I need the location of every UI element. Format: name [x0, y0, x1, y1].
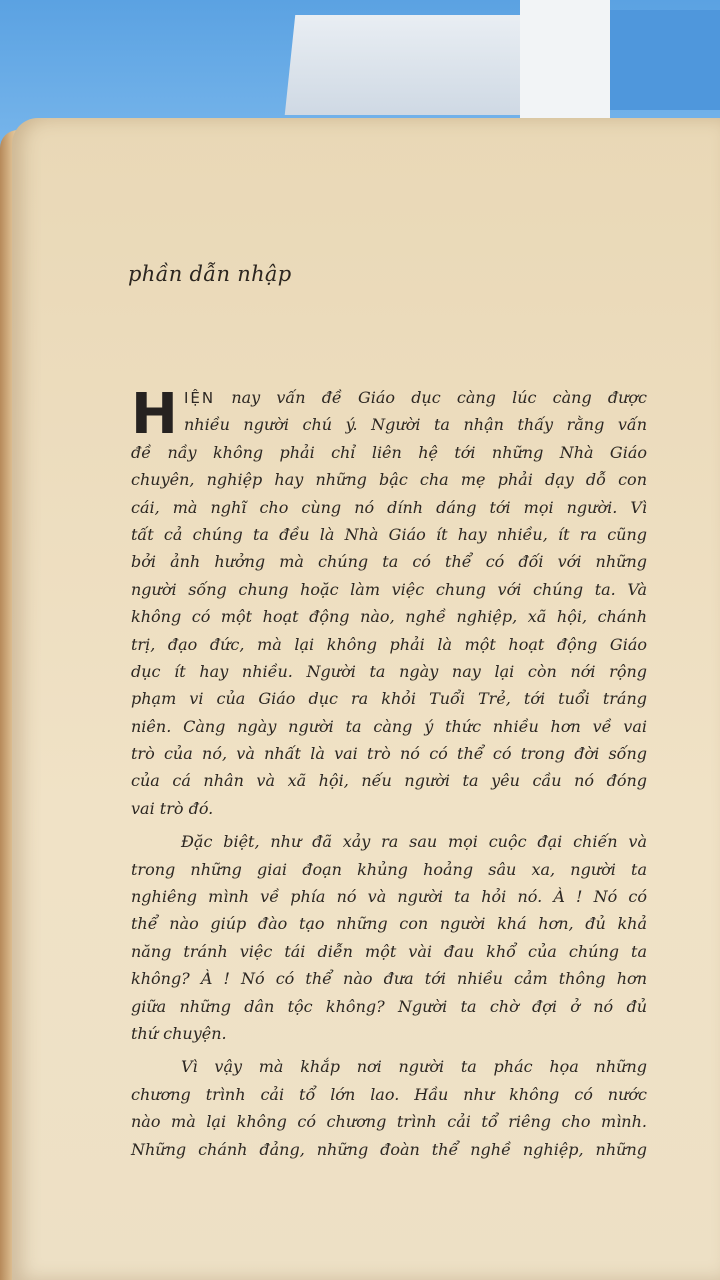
text-line: nào mà lại không có chương trình cải tổ riêng cho mình.	[131, 1112, 647, 1132]
text-line: niên. Càng ngày người ta càng ý thức nhiều hơn về vai	[131, 716, 647, 736]
text-line: trong những giai đoạn khủng hoảng sâu xa, người ta	[131, 859, 647, 879]
text-line: Vì vậy mà khắp nơi người ta phác họa những	[181, 1057, 647, 1077]
text-line: Đặc biệt, như đã xảy ra sau mọi cuộc đại chiến và	[181, 832, 647, 852]
text-line: tất cả chúng ta đều là Nhà Giáo ít hay nhiều, ít ra cũng	[131, 524, 647, 544]
body-text	[131, 384, 647, 1163]
text-line: chuyên, nghiệp hay những bậc cha mẹ phải dạy dỗ con	[131, 470, 647, 490]
text-line: trò của nó, và nhất là vai trò nó có thể có trong đời sống	[131, 744, 647, 764]
text-line: không có một hoạt động nào, nghề nghiệp, xã hội, chánh	[131, 607, 647, 627]
text-line: thứ chuyện.	[131, 1023, 227, 1043]
text-line: thể nào giúp đào tạo những con người khá hơn, đủ khả	[131, 914, 647, 934]
text-line	[131, 384, 647, 411]
text-line: người sống chung hoặc làm việc chung với chúng ta. Và	[131, 579, 647, 599]
text-line: Những chánh đảng, những đoàn thể nghề nghiệp, những	[131, 1139, 647, 1159]
text-line: giữa những dân tộc không? Người ta chờ đợi ở nó đủ	[131, 996, 647, 1016]
text-line: nghiêng mình về phía nó và người ta hỏi nó. À ! Nó có	[131, 887, 647, 907]
background-shelf	[285, 15, 542, 115]
background-shelf-side	[610, 10, 720, 110]
text-line: năng tránh việc tái diễn một vài đau khổ của chúng ta	[131, 941, 647, 961]
text-line: chương trình cải tổ lớn lao. Hầu như không có nước	[131, 1084, 647, 1104]
background-shelf-panel	[520, 0, 610, 120]
text-line: nhiều người chú ý. Người ta nhận thấy rằng vấn	[184, 415, 647, 435]
text-line: phạm vi của Giáo dục ra khỏi Tuổi Trẻ, tới tuổi tráng	[131, 689, 647, 709]
text-line: đề nầy không phải chỉ liên hệ tới những Nhà Giáo	[131, 442, 647, 462]
text-line: trị, đạo đức, mà lại không phải là một hoạt động Giáo	[131, 634, 647, 654]
text-line: cái, mà nghĩ cho cùng nó dính dáng tới mọi người. Vì	[131, 497, 647, 517]
section-title: phần dẫn nhập	[128, 262, 292, 286]
text-line: bởi ảnh hưởng mà chúng ta có thể có đối với những	[131, 552, 647, 572]
first-word: IỆN	[184, 389, 216, 407]
text-line-content: nay vấn đề Giáo dục càng lúc càng được	[231, 388, 648, 407]
drop-cap-letter: H	[131, 382, 178, 447]
text-line: vai trò đó.	[131, 798, 214, 818]
text-line: của cá nhân và xã hội, nếu người ta yêu cầu nó đóng	[131, 771, 647, 791]
text-line: không? À ! Nó có thể nào đưa tới nhiều cảm thông hơn	[131, 969, 647, 989]
text-line: dục ít hay nhiều. Người ta ngày nay lại còn nới rộng	[131, 661, 647, 681]
